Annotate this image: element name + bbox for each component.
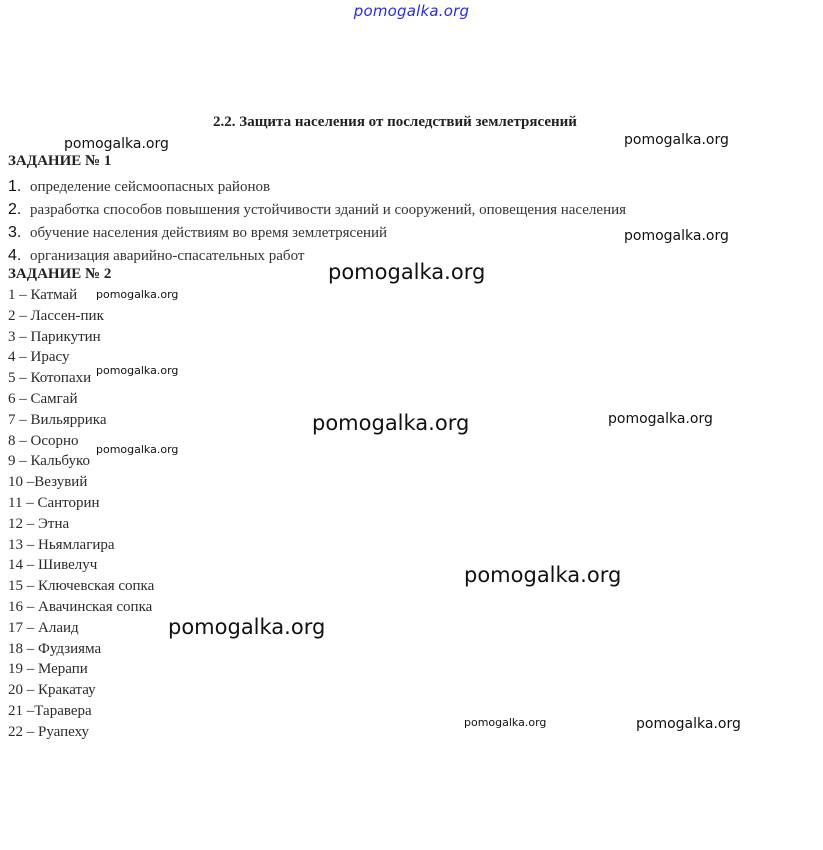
list-item-text: обучение населения действиям во время землетрясений <box>30 225 388 241</box>
task1-heading: ЗАДАНИЕ № 1 <box>8 153 112 169</box>
list-item: 18 – Фудзияма <box>8 640 102 657</box>
list-item-text: определение сейсмоопасных районов <box>30 179 271 195</box>
list-item: 3 – Парикутин <box>8 328 101 345</box>
list-item-number: 2. <box>8 201 22 218</box>
watermark: pomogalka.org <box>96 364 179 377</box>
list-item: 17 – Алаид <box>8 619 79 636</box>
watermark: pomogalka.org <box>96 288 179 301</box>
list-item: 4 – Ирасу <box>8 349 70 366</box>
list-item: 2 – Лассен-пик <box>8 307 104 324</box>
list-item-text: разработка способов повышения устойчивости зданий и сооружений, оповещения населения <box>30 202 627 218</box>
list-item: 10 –Везувий <box>8 474 88 491</box>
list-item: 8 – Осорно <box>8 432 79 449</box>
task2-list <box>8 285 154 743</box>
list-item <box>8 221 626 244</box>
watermark: pomogalka.org <box>64 136 169 152</box>
watermark: pomogalka.org <box>96 443 179 456</box>
watermark: pomogalka.org <box>168 615 326 639</box>
watermark: pomogalka.org <box>624 228 729 244</box>
list-item: 12 – Этна <box>8 515 70 532</box>
list-item: 13 – Ньямлагира <box>8 536 115 553</box>
list-item <box>8 244 626 267</box>
task1-list <box>8 175 626 267</box>
list-item: 19 – Мерапи <box>8 661 88 678</box>
list-item: 21 –Таравера <box>8 702 92 719</box>
list-item: 9 – Кальбуко <box>8 453 91 470</box>
watermark: pomogalka.org <box>312 411 470 435</box>
task2-heading: ЗАДАНИЕ № 2 <box>8 266 112 282</box>
list-item: 22 – Руапеху <box>8 723 90 740</box>
page-title: 2.2. Защита населения от последствий землетрясений <box>213 114 577 130</box>
list-item: 7 – Вильяррика <box>8 411 107 428</box>
list-item: 14 – Шивелуч <box>8 557 98 574</box>
list-item-text: организация аварийно-спасательных работ <box>30 248 305 264</box>
list-item-number: 4. <box>8 247 22 264</box>
site-link[interactable]: pomogalka.org <box>353 2 470 20</box>
watermark: pomogalka.org <box>328 260 486 284</box>
list-item-number: 1. <box>8 178 22 195</box>
list-item: 6 – Самгай <box>8 390 78 407</box>
list-item <box>8 175 626 198</box>
watermark: pomogalka.org <box>636 716 741 732</box>
list-item-number: 3. <box>8 224 22 241</box>
watermark: pomogalka.org <box>464 563 622 587</box>
list-item <box>8 198 626 221</box>
watermark: pomogalka.org <box>624 132 729 148</box>
list-item: 1 – Катмай <box>8 287 78 303</box>
list-item: 20 – Кракатау <box>8 682 96 699</box>
watermark: pomogalka.org <box>464 716 547 729</box>
watermark: pomogalka.org <box>608 411 713 427</box>
list-item: 15 – Ключевская сопка <box>8 578 155 595</box>
list-item: 16 – Авачинская сопка <box>8 598 153 615</box>
list-item: 5 – Котопахи <box>8 370 92 387</box>
list-item: 11 – Санторин <box>8 494 100 511</box>
